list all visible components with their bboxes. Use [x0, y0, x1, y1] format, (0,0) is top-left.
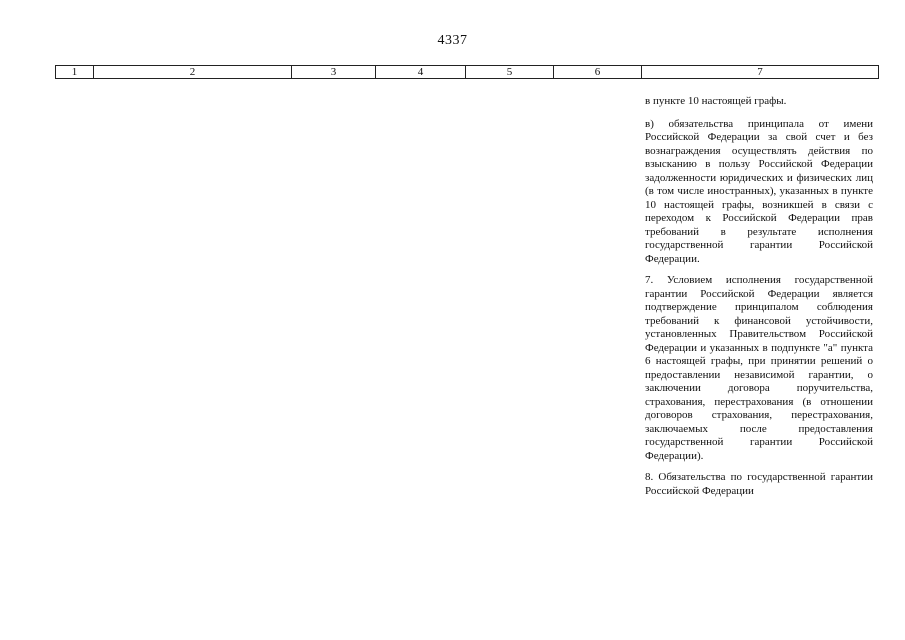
column-header-2: 2: [94, 66, 292, 79]
column-header-3: 3: [292, 66, 376, 79]
column-header-row: [56, 66, 879, 79]
column-7-text: [645, 95, 873, 506]
paragraph-2: в) обязательства принципала от имени Российской Федерации за свой счет и без вознаграждения осуществлять действия по взысканию в пользу Российской Федерации задолженности юридических и физических лиц (в том числе иностранных), указанных в пункте 10 настоящей графы, возникшей в связи с переходом к Российской Федерации прав требований в результате исполнения государственной гарантии Российской Федерации.: [645, 117, 873, 265]
paragraph-3: 7. Условием исполнения государственной гарантии Российской Федерации является подтверждение принципалом соблюдения требований к финансовой устойчивости, установленных Правительством Российской Федерации и указанных в подпункте "а" пункта 6 настоящей графы, при принятии решений о предоставлении независимой гарантии, о заключении договора поручительства, страхования, перестрахования (в отношении договоров страхования, перестрахования, заключаемых после предоставления государственной гарантии Российской Федерации).: [645, 274, 873, 462]
page-number: 4337: [437, 33, 468, 48]
column-header-4: 4: [376, 66, 466, 79]
column-header-5: 5: [466, 66, 554, 79]
column-header-1: 1: [56, 66, 94, 79]
paragraph-1: в пункте 10 настоящей графы.: [645, 95, 787, 107]
paragraph-4: 8. Обязательства по государственной гарантии Российской Федерации: [645, 471, 873, 497]
column-header-table: [55, 65, 879, 79]
column-header-6: 6: [554, 66, 642, 79]
column-header-7: 7: [642, 66, 879, 79]
